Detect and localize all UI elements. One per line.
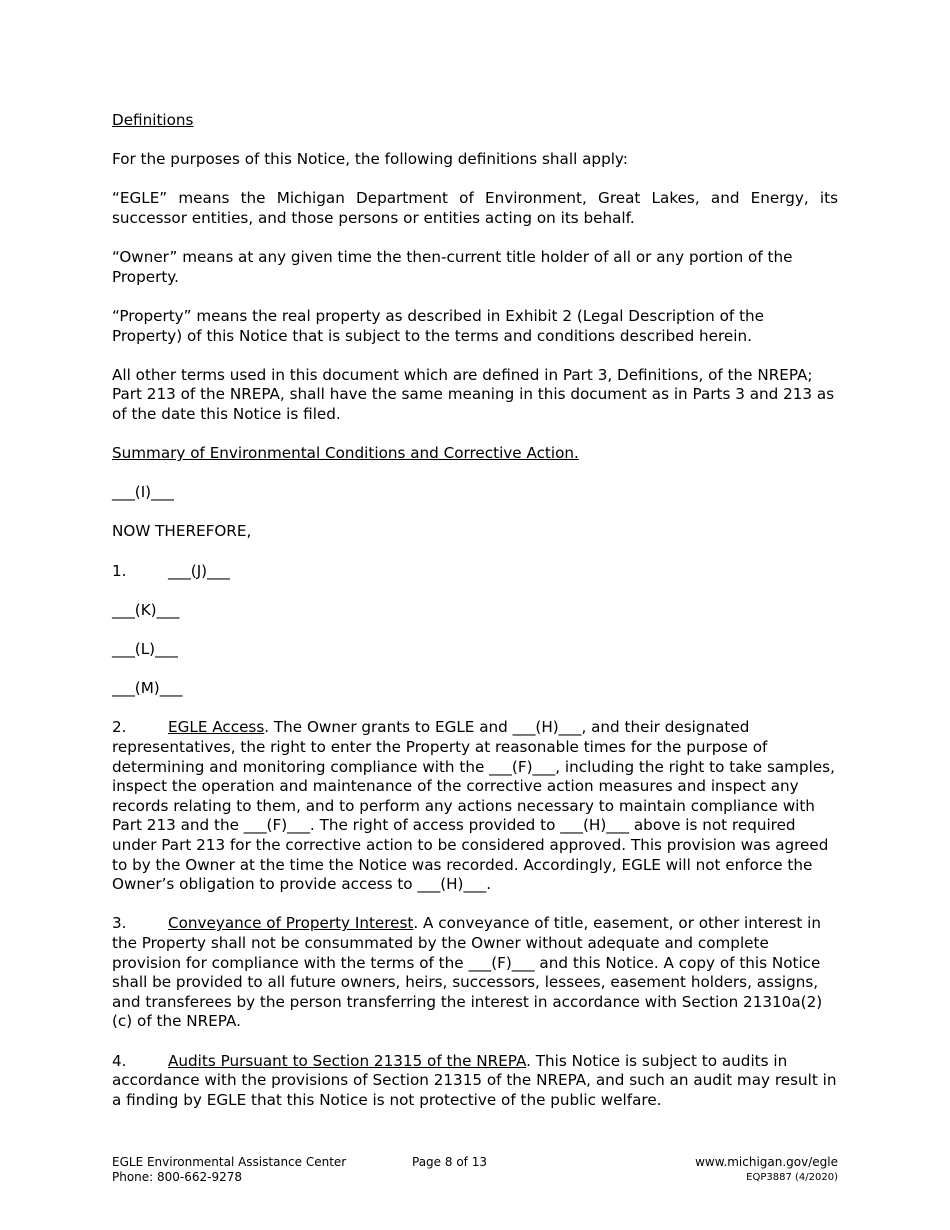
item-3: [112, 914, 838, 1032]
egle-definition: “EGLE” means the Michigan Department of Environment, Great Lakes, and Energy, its successor entities, and those persons or entities acting on its behalf.: [112, 189, 838, 227]
property-definition: “Property” means the real property as described in Exhibit 2 (Legal Description of the Property) of this Notice that is subject to the terms and conditions described herein.: [112, 306, 764, 345]
intro-paragraph: For the purposes of this Notice, the following definitions shall apply:: [112, 150, 628, 169]
blank-l: ___(L)___: [112, 640, 178, 659]
blank-k: ___(K)___: [112, 600, 180, 619]
other-terms-paragraph: All other terms used in this document which are defined in Part 3, Definitions, of the NREPA; Part 213 of the NREPA, shall have the same meaning in this document as in Parts 3 and 213 as of the date this Notice is filed.: [112, 365, 835, 423]
item-2-text: . The Owner grants to EGLE and ___(H)___, and their designated representatives, the right to enter the Property at reasonable times for the purpose of determining and monitoring compliance with the ___(F)___, including the right to take samples, inspect the operation and maintenance of the corrective action measures and inspect any records relating to them, and to perform any actions necessary to maintain compliance with Part 213 and the ___(F)___. The right of access provided to ___(H)___ above is not required under Part 213 for the corrective action to be considered approved. This provision was agreed to by the Owner at the time the Notice was recorded. Accordingly, EGLE will not enforce the Owner’s obligation to provide access to ___(H)___.: [112, 718, 835, 894]
footer-page-number: Page 8 of 13: [412, 1155, 487, 1169]
summary-heading: Summary of Environmental Conditions and Corrective Action.: [112, 444, 579, 463]
item-4-number: 4.: [112, 1051, 127, 1070]
footer-left: [112, 1155, 346, 1185]
footer-right: [695, 1155, 838, 1185]
item-4-text: . This Notice is subject to audits in accordance with the provisions of Section 21315 of the NREPA, and such an audit may result in a finding by EGLE that this Notice is not protective of the public welfare.: [112, 1051, 837, 1109]
item-2: [112, 718, 838, 894]
footer-org: EGLE Environmental Assistance Center: [112, 1155, 347, 1169]
footer-url: www.michigan.gov/egle: [695, 1155, 838, 1169]
item-2-title: EGLE Access: [168, 718, 265, 737]
item-3-title: Conveyance of Property Interest: [168, 914, 414, 933]
item-3-number: 3.: [112, 914, 127, 933]
now-therefore: NOW THEREFORE,: [112, 522, 252, 541]
item-4: [112, 1052, 838, 1111]
item-3-text: . A conveyance of title, easement, or other interest in the Property shall not be consummated by the Owner without adequate and complete provision for compliance with the terms of the ___(F)___ and this Notice. A copy of this Notice shall be provided to all future owners, heirs, successors, lessees, easement holders, assigns, and transferees by the person transferring the interest in accordance with Section 21310a(2)(c) of the NREPA.: [112, 914, 823, 1031]
blank-m: ___(M)___: [112, 679, 183, 698]
owner-definition: “Owner” means at any given time the then-current title holder of all or any portion of the Property.: [112, 248, 793, 286]
item-4-title: Audits Pursuant to Section 21315 of the NREPA: [168, 1051, 527, 1070]
page-body: [112, 111, 838, 1130]
blank-i: ___(I)___: [112, 483, 174, 502]
footer-form-code: EQP3887 (4/2020): [746, 1172, 838, 1183]
item-1-text: ___(J)___: [168, 561, 230, 580]
item-1: [112, 562, 838, 582]
item-2-number: 2.: [112, 718, 127, 737]
definitions-heading: Definitions: [112, 111, 194, 129]
item-1-number: 1.: [112, 561, 127, 580]
footer-phone: Phone: 800-662-9278: [112, 1170, 243, 1184]
